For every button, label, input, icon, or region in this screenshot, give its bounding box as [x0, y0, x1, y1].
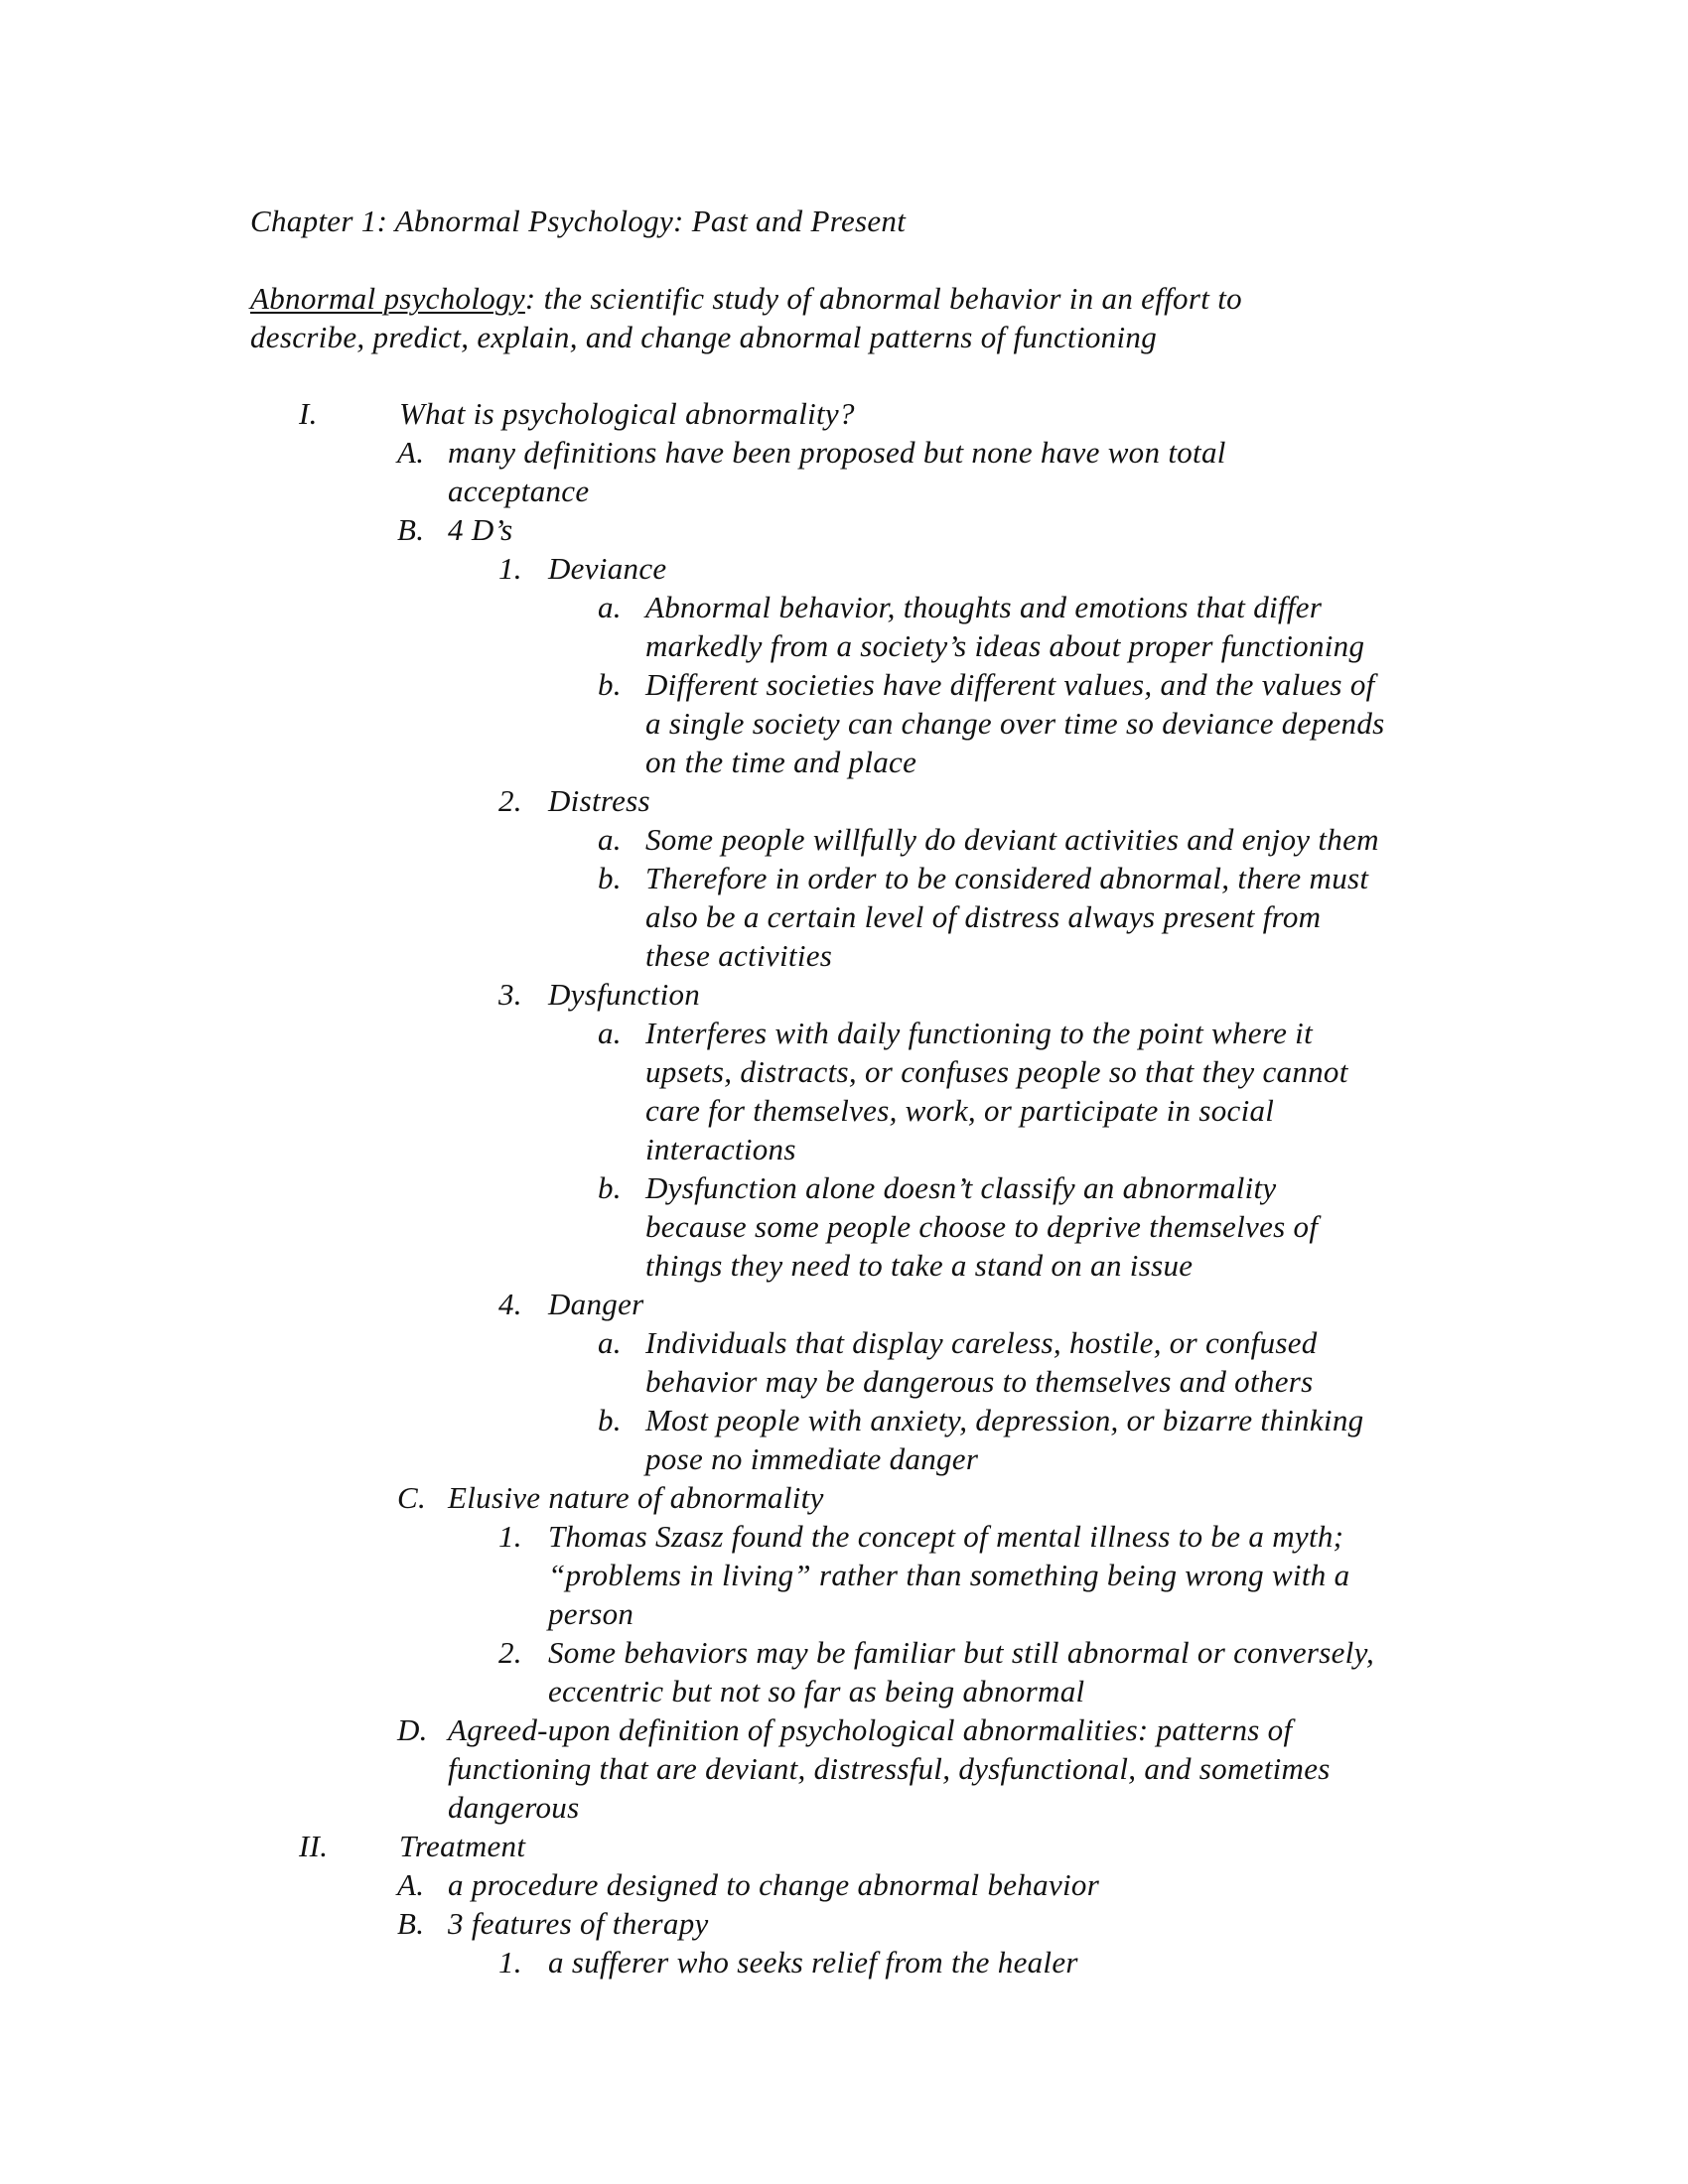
outline-marker: a.: [598, 1325, 622, 1360]
chapter-title: Chapter 1: Abnormal Psychology: Past and Present: [250, 204, 907, 238]
outline-text: Most people with anxiety, depression, or bizarre thinking: [645, 1403, 1364, 1437]
outline-marker: 1.: [498, 551, 522, 586]
outline-text: upsets, distracts, or confuses people so that they cannot: [645, 1054, 1348, 1089]
outline-marker: D.: [397, 1712, 428, 1747]
outline-item-level-1: [0, 510, 1688, 549]
outline-marker: C.: [397, 1480, 427, 1515]
outline-marker: b.: [598, 1403, 622, 1437]
outline-marker: 1.: [498, 1519, 522, 1554]
outline-text: Therefore in order to be considered abnormal, there must: [645, 861, 1369, 895]
outline-item-level-3: [0, 665, 1688, 704]
outline-marker: 2.: [498, 1635, 522, 1670]
outline-item-level-2: [0, 1594, 1688, 1633]
outline-text: Abnormal behavior, thoughts and emotions that differ: [645, 590, 1323, 624]
outline-item-level-3: [0, 1362, 1688, 1401]
outline-marker: b.: [598, 861, 622, 895]
outline-text: Dysfunction alone doesn’t classify an abnormality: [645, 1170, 1277, 1205]
outline-marker: B.: [397, 512, 425, 547]
outline-item-level-1: [0, 1788, 1688, 1827]
outline-item-level-1: [0, 1865, 1688, 1904]
outline-item-level-1: [0, 1749, 1688, 1788]
outline-text: Some behaviors may be familiar but still abnormal or conversely,: [548, 1635, 1374, 1670]
outline-item-level-3: [0, 1014, 1688, 1052]
outline-marker: 2.: [498, 783, 522, 818]
outline-item-level-0: [0, 1827, 1688, 1865]
outline-item-level-3: [0, 1323, 1688, 1362]
outline-text: Distress: [548, 783, 650, 818]
outline-text: a procedure designed to change abnormal behavior: [448, 1867, 1100, 1902]
outline-item-level-0: [0, 394, 1688, 433]
outline-marker: I.: [299, 396, 318, 431]
definition-text: : the scientific study of abnormal behavior in an effort to: [524, 281, 1242, 316]
outline-text: Thomas Szasz found the concept of mental illness to be a myth;: [548, 1519, 1344, 1554]
outline-item-level-3: [0, 626, 1688, 665]
outline-marker: a.: [598, 590, 622, 624]
outline-item-level-2: [0, 1285, 1688, 1323]
outline-item-level-1: [0, 472, 1688, 510]
outline-text: pose no immediate danger: [645, 1441, 979, 1476]
outline-marker: A.: [397, 1867, 425, 1902]
outline-item-level-3: [0, 588, 1688, 626]
outline-item-level-2: [0, 549, 1688, 588]
outline-text: these activities: [645, 938, 833, 973]
outline-text: things they need to take a stand on an issue: [645, 1248, 1194, 1283]
outline-marker: 1.: [498, 1945, 522, 1979]
outline-text: Individuals that display careless, hostile, or confused: [645, 1325, 1318, 1360]
outline-text: Different societies have different values, and the values of: [645, 667, 1375, 702]
outline-item-level-3: [0, 1207, 1688, 1246]
outline-item-level-2: [0, 1517, 1688, 1556]
outline-item-level-2: [0, 1672, 1688, 1710]
outline-item-level-3: [0, 1439, 1688, 1478]
definition-line-1: [250, 279, 1242, 318]
outline-text: What is psychological abnormality?: [399, 396, 855, 431]
outline-text: Agreed-upon definition of psychological abnormalities: patterns of: [448, 1712, 1293, 1747]
outline-item-level-1: [0, 433, 1688, 472]
outline-text: Dysfunction: [548, 977, 701, 1012]
outline-item-level-3: [0, 859, 1688, 897]
outline-text: functioning that are deviant, distressful, dysfunctional, and sometimes: [448, 1751, 1331, 1786]
outline-text: because some people choose to deprive themselves of: [645, 1209, 1319, 1244]
outline-marker: b.: [598, 1170, 622, 1205]
outline-text: Some people willfully do deviant activities and enjoy them: [645, 822, 1379, 857]
outline-text: care for themselves, work, or participate in social: [645, 1093, 1275, 1128]
outline-item-level-3: [0, 820, 1688, 859]
outline-item-level-3: [0, 936, 1688, 975]
outline-marker: B.: [397, 1906, 425, 1941]
outline-text: a single society can change over time so deviance depends: [645, 706, 1385, 741]
outline-text: Treatment: [399, 1829, 526, 1863]
outline-item-level-3: [0, 1246, 1688, 1285]
outline-item-level-3: [0, 1091, 1688, 1130]
outline-item-level-1: [0, 1904, 1688, 1943]
outline-item-level-2: [0, 1633, 1688, 1672]
outline-item-level-2: [0, 975, 1688, 1014]
outline-text: interactions: [645, 1132, 796, 1166]
outline-text: “problems in living” rather than something being wrong with a: [548, 1558, 1350, 1592]
outline-marker: 3.: [498, 977, 522, 1012]
outline-item-level-3: [0, 1130, 1688, 1168]
outline-item-level-3: [0, 743, 1688, 781]
outline-marker: b.: [598, 667, 622, 702]
outline-text: Interferes with daily functioning to the point where it: [645, 1016, 1314, 1050]
outline-text: Danger: [548, 1287, 644, 1321]
outline-text: also be a certain level of distress always present from: [645, 899, 1322, 934]
outline-text: many definitions have been proposed but none have won total: [448, 435, 1226, 470]
outline-marker: II.: [299, 1829, 329, 1863]
outline-marker: A.: [397, 435, 425, 470]
outline-text: Elusive nature of abnormality: [448, 1480, 824, 1515]
outline-text: Deviance: [548, 551, 667, 586]
outline-marker: a.: [598, 1016, 622, 1050]
outline-text: on the time and place: [645, 745, 917, 779]
outline-item-level-3: [0, 1168, 1688, 1207]
outline-text: 4 D’s: [448, 512, 513, 547]
definition-line-2: describe, predict, explain, and change abnormal patterns of functioning: [250, 320, 1157, 354]
outline-text: eccentric but not so far as being abnormal: [548, 1674, 1085, 1708]
outline-item-level-2: [0, 1943, 1688, 1981]
outline-text: markedly from a society’s ideas about proper functioning: [645, 628, 1365, 663]
outline-text: behavior may be dangerous to themselves and others: [645, 1364, 1314, 1399]
outline-item-level-1: [0, 1478, 1688, 1517]
outline-item-level-3: [0, 704, 1688, 743]
outline-item-level-2: [0, 781, 1688, 820]
outline-text: 3 features of therapy: [448, 1906, 709, 1941]
outline-text: a sufferer who seeks relief from the healer: [548, 1945, 1078, 1979]
outline-item-level-3: [0, 1401, 1688, 1439]
outline-marker: 4.: [498, 1287, 522, 1321]
definition-term: Abnormal psychology: [250, 281, 525, 316]
outline-item-level-2: [0, 1556, 1688, 1594]
outline-text: acceptance: [448, 474, 590, 508]
outline-text: dangerous: [448, 1790, 580, 1825]
outline-marker: a.: [598, 822, 622, 857]
outline-item-level-3: [0, 1052, 1688, 1091]
outline-text: person: [548, 1596, 634, 1631]
outline-item-level-1: [0, 1710, 1688, 1749]
outline-item-level-3: [0, 897, 1688, 936]
